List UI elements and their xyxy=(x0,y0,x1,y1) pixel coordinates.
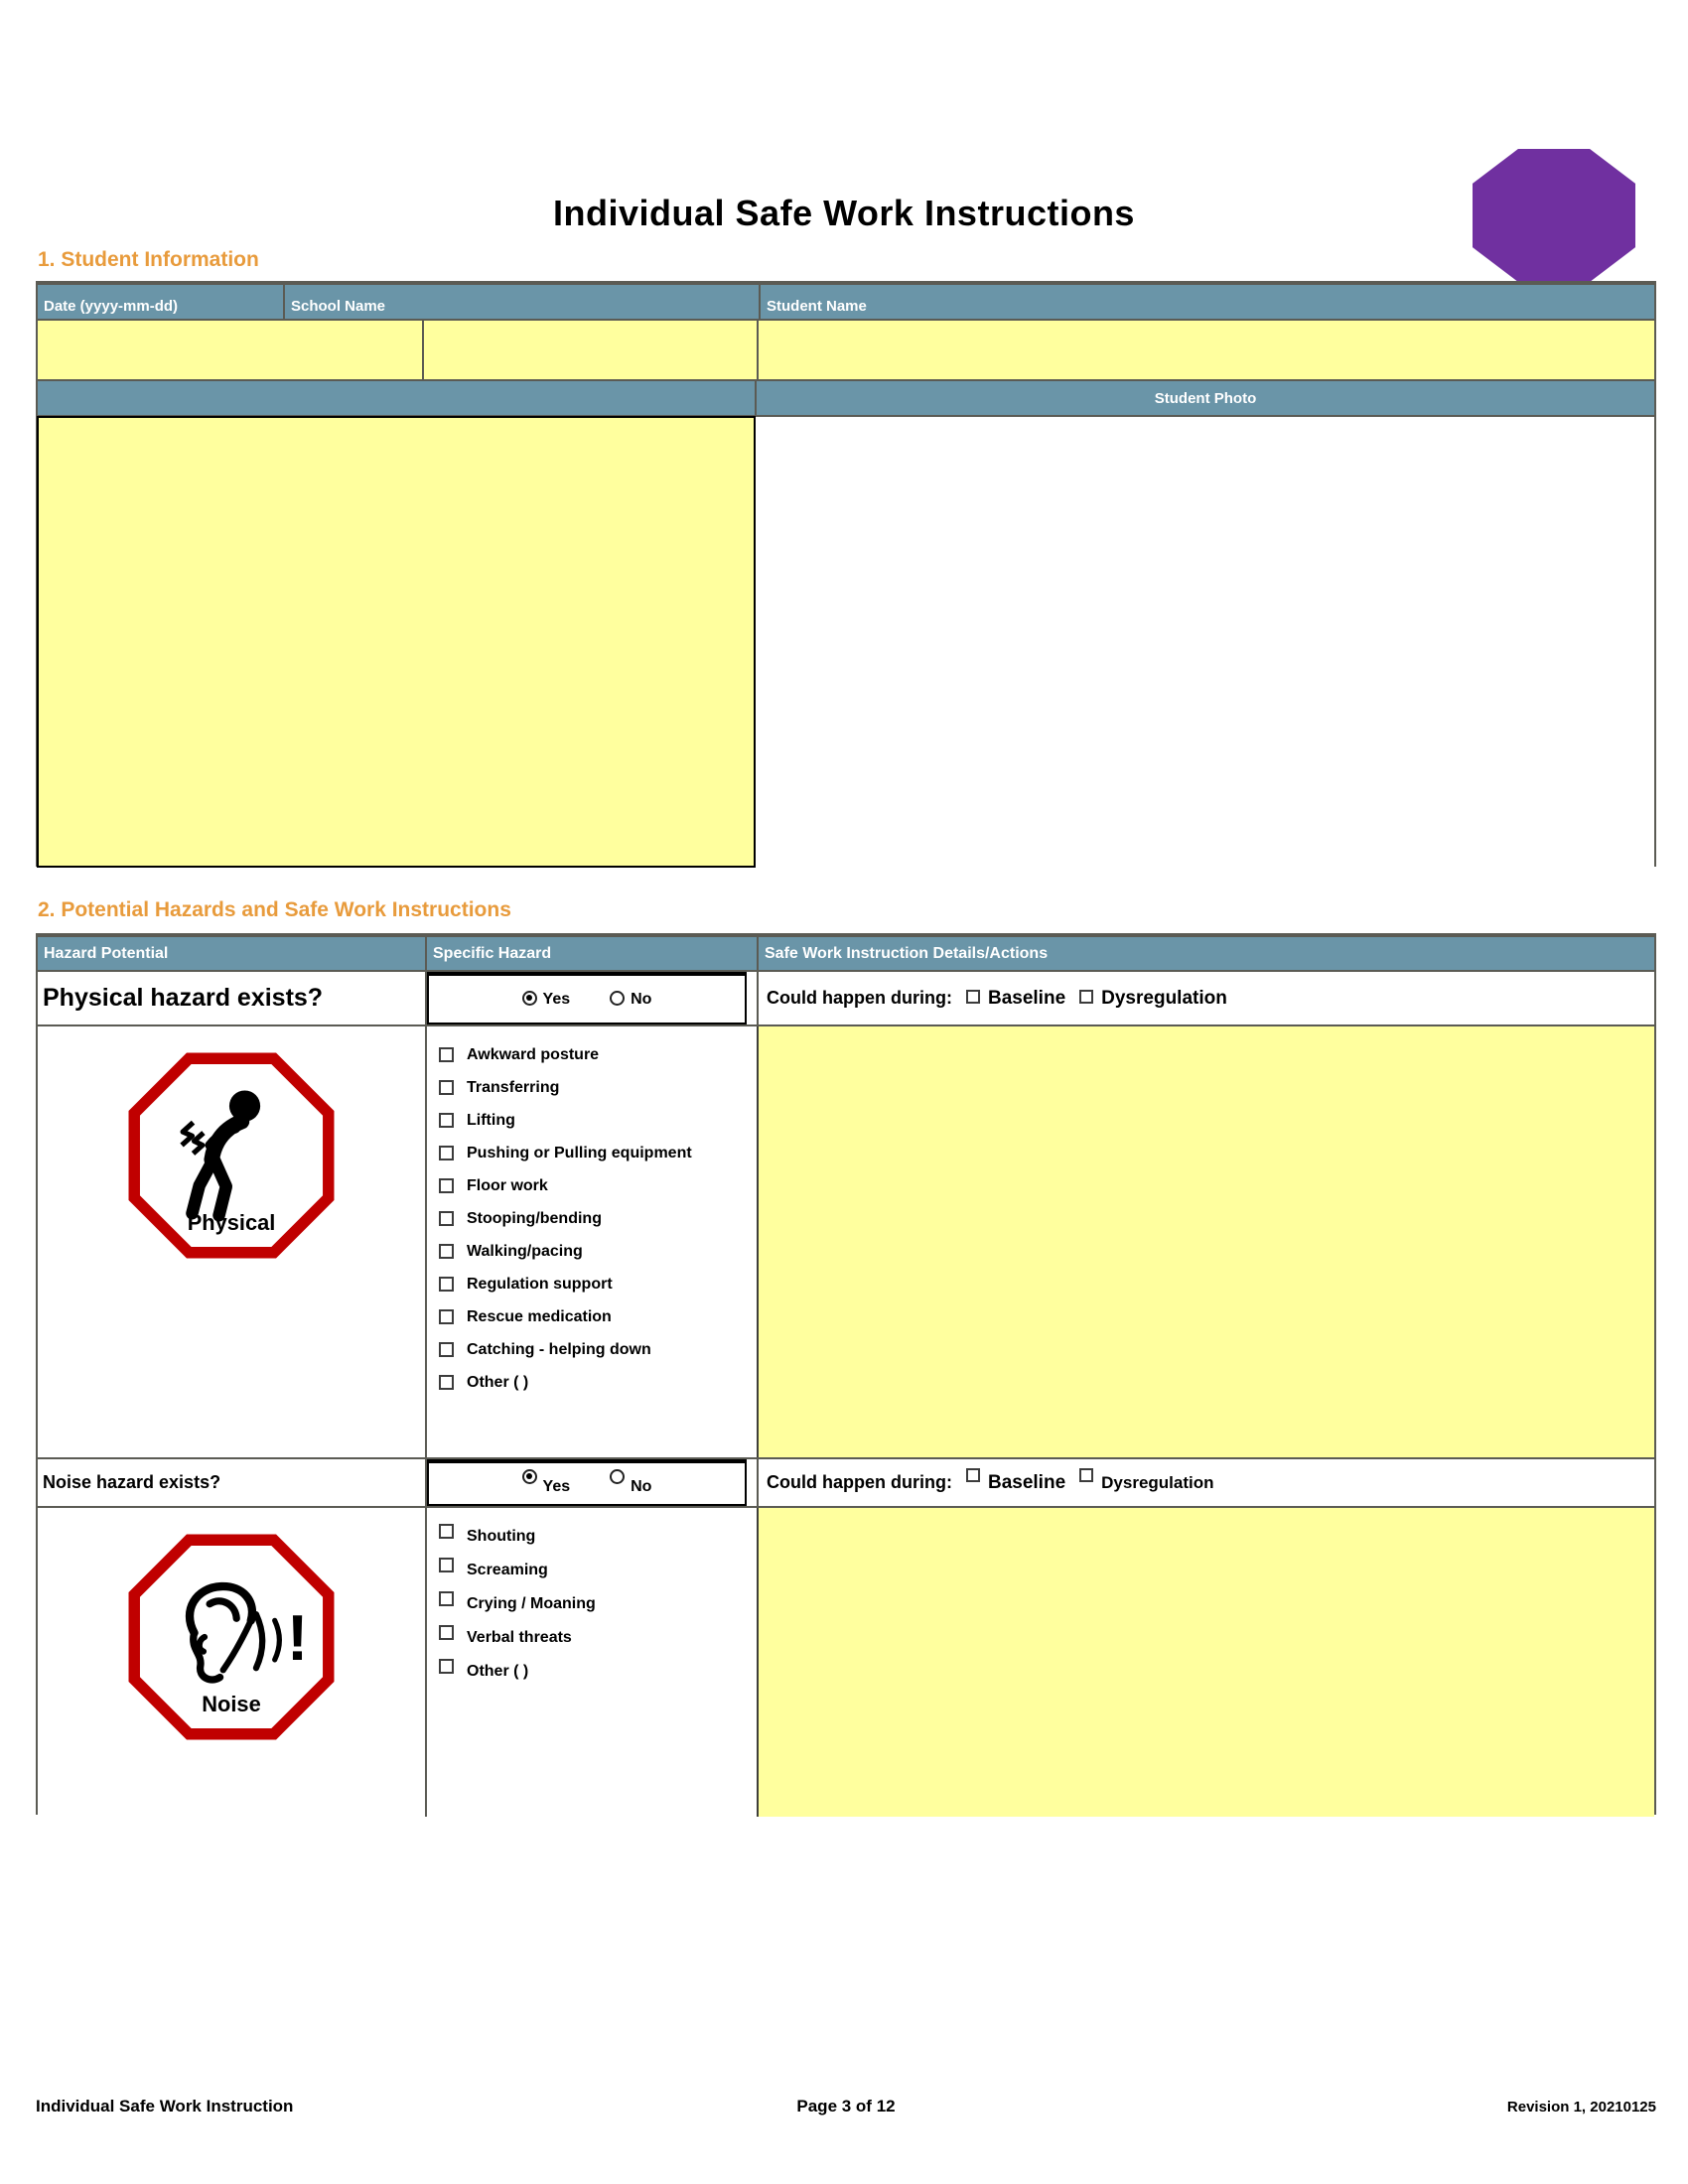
physical-hazard-item[interactable] xyxy=(439,1137,753,1169)
noise-yes-option[interactable] xyxy=(522,1475,571,1493)
hazard-checkbox[interactable] xyxy=(439,1211,454,1226)
physical-yes-no-cell xyxy=(427,972,759,1024)
hazards-table xyxy=(36,933,1656,1815)
noise-hazard-item[interactable] xyxy=(439,1520,753,1554)
hazards-header-row xyxy=(38,937,1654,972)
hazard-checkbox[interactable] xyxy=(439,1375,454,1390)
noise-yes-no-box xyxy=(427,1459,747,1506)
hazard-label: Crying / Moaning xyxy=(467,1595,596,1612)
physical-hazard-item[interactable] xyxy=(439,1268,753,1300)
physical-hazard-item[interactable] xyxy=(439,1300,753,1333)
footer-revision: Revision 1, 20210125 xyxy=(1506,2099,1656,2116)
physical-hazard-list xyxy=(427,1026,759,1457)
noise-no-option[interactable] xyxy=(610,1475,651,1493)
hazard-label: Transferring xyxy=(467,1078,560,1096)
school-name-header: School Name xyxy=(285,285,761,319)
noise-exclamation-glyph: ! xyxy=(286,1601,309,1674)
hazard-label: Catching - helping down xyxy=(467,1340,651,1358)
hazard-label: Shouting xyxy=(467,1528,536,1545)
physical-content-row xyxy=(38,1026,1654,1459)
hazard-label: Floor work xyxy=(467,1176,548,1194)
noise-yes-label: Yes xyxy=(542,1477,571,1495)
student-photo-header-row xyxy=(38,381,1654,417)
physical-hazard-item[interactable] xyxy=(439,1366,753,1399)
hazard-potential-header: Hazard Potential xyxy=(38,937,427,970)
student-info-value-row xyxy=(38,321,1654,381)
physical-baseline-option[interactable] xyxy=(966,988,1065,1010)
hazard-checkbox[interactable] xyxy=(439,1178,454,1193)
footer-document-name: Individual Safe Work Instruction xyxy=(36,2097,294,2116)
hazard-label: Verbal threats xyxy=(467,1629,572,1646)
physical-hazard-item[interactable] xyxy=(439,1104,753,1137)
physical-hazard-item[interactable] xyxy=(439,1333,753,1366)
noise-hazard-item[interactable] xyxy=(439,1554,753,1587)
hazard-label: Rescue medication xyxy=(467,1307,612,1325)
hazard-label: Awkward posture xyxy=(467,1045,600,1063)
noise-yes-radio[interactable] xyxy=(522,1469,537,1484)
noise-during-label: Could happen during: xyxy=(767,1472,952,1492)
physical-hazard-item[interactable] xyxy=(439,1169,753,1202)
physical-baseline-checkbox[interactable] xyxy=(966,990,980,1004)
noise-dysregulation-label: Dysregulation xyxy=(1101,1473,1214,1492)
noise-dysregulation-checkbox[interactable] xyxy=(1079,1468,1093,1482)
physical-no-radio[interactable] xyxy=(610,991,625,1006)
specific-hazard-header: Specific Hazard xyxy=(427,937,759,970)
date-field[interactable] xyxy=(38,321,424,379)
noise-during-cell xyxy=(759,1459,1654,1506)
hazard-checkbox[interactable] xyxy=(439,1113,454,1128)
noise-instructions-field[interactable] xyxy=(759,1508,1654,1817)
hazard-checkbox[interactable] xyxy=(439,1309,454,1324)
hazard-checkbox[interactable] xyxy=(439,1591,454,1606)
physical-during-label: Could happen during: xyxy=(767,988,952,1008)
noise-no-radio[interactable] xyxy=(610,1469,625,1484)
noise-dysregulation-option[interactable] xyxy=(1079,1472,1213,1493)
hazard-checkbox[interactable] xyxy=(439,1244,454,1259)
noise-question: Noise hazard exists? xyxy=(38,1459,427,1506)
hazard-checkbox[interactable] xyxy=(439,1047,454,1062)
physical-hazard-item[interactable] xyxy=(439,1071,753,1104)
section2-heading: 2. Potential Hazards and Safe Work Instructions xyxy=(38,898,511,921)
physical-no-label: No xyxy=(631,990,652,1008)
physical-dysregulation-label: Dysregulation xyxy=(1101,987,1227,1009)
hazard-label: Walking/pacing xyxy=(467,1242,583,1260)
hazard-label: Other ( ) xyxy=(467,1373,529,1391)
physical-dysregulation-option[interactable] xyxy=(1079,988,1227,1010)
physical-yes-no-box xyxy=(427,972,747,1024)
noise-baseline-option[interactable] xyxy=(966,1472,1065,1494)
physical-hazard-icon xyxy=(128,1052,335,1259)
noise-hazard-icon xyxy=(128,1534,335,1740)
noise-exists-row xyxy=(38,1459,1654,1508)
hazard-checkbox[interactable] xyxy=(439,1625,454,1640)
details-actions-header: Safe Work Instruction Details/Actions xyxy=(759,937,1654,970)
physical-yes-label: Yes xyxy=(542,990,571,1008)
physical-yes-option[interactable] xyxy=(522,991,571,1009)
hazard-checkbox[interactable] xyxy=(439,1146,454,1160)
student-info-subheader-blank xyxy=(38,381,757,415)
physical-yes-radio[interactable] xyxy=(522,991,537,1006)
page-footer xyxy=(36,2097,1656,2116)
physical-dysregulation-checkbox[interactable] xyxy=(1079,990,1093,1004)
physical-hazard-item[interactable] xyxy=(439,1235,753,1268)
noise-icon-label: Noise xyxy=(202,1691,261,1716)
date-header: Date (yyyy-mm-dd) xyxy=(38,285,285,319)
hazard-label: Screaming xyxy=(467,1562,548,1578)
noise-yes-no-cell xyxy=(427,1459,759,1506)
hazard-checkbox[interactable] xyxy=(439,1659,454,1674)
noise-content-row xyxy=(38,1508,1654,1817)
page-title: Individual Safe Work Instructions xyxy=(553,193,1135,233)
section1-heading: 1. Student Information xyxy=(38,248,259,271)
physical-hazard-item[interactable] xyxy=(439,1202,753,1235)
footer-page-number: Page 3 of 12 xyxy=(796,2097,896,2116)
physical-question: Physical hazard exists? xyxy=(38,972,427,1024)
hazard-checkbox[interactable] xyxy=(439,1342,454,1357)
hazard-label: Pushing or Pulling equipment xyxy=(467,1144,692,1161)
noise-baseline-checkbox[interactable] xyxy=(966,1468,980,1482)
noise-baseline-label: Baseline xyxy=(987,1471,1066,1493)
physical-during-cell xyxy=(759,972,1654,1024)
physical-baseline-label: Baseline xyxy=(987,987,1066,1009)
purple-octagon-icon xyxy=(1473,149,1635,282)
noise-hazard-item[interactable] xyxy=(439,1655,753,1689)
physical-icon-label: Physical xyxy=(187,1209,276,1235)
hazard-label: Regulation support xyxy=(467,1275,613,1293)
hazard-label: Stooping/bending xyxy=(467,1209,602,1227)
student-information-table xyxy=(36,281,1656,867)
student-photo-area[interactable] xyxy=(756,417,1654,867)
physical-instructions-field[interactable] xyxy=(759,1026,1654,1457)
hazard-checkbox[interactable] xyxy=(439,1524,454,1539)
hazard-checkbox[interactable] xyxy=(439,1080,454,1095)
noise-no-label: No xyxy=(631,1477,652,1495)
physical-exists-row xyxy=(38,972,1654,1026)
noise-hazard-icon-cell xyxy=(38,1508,427,1817)
student-details-field[interactable] xyxy=(37,416,756,868)
student-details-row xyxy=(38,417,1654,867)
hazard-checkbox[interactable] xyxy=(439,1277,454,1292)
noise-hazard-list xyxy=(427,1508,759,1817)
physical-hazard-icon-cell xyxy=(38,1026,427,1457)
noise-hazard-item[interactable] xyxy=(439,1587,753,1621)
student-name-header: Student Name xyxy=(761,285,1654,319)
hazard-label: Lifting xyxy=(467,1111,515,1129)
hazard-checkbox[interactable] xyxy=(439,1558,454,1572)
noise-hazard-item[interactable] xyxy=(439,1621,753,1655)
physical-no-option[interactable] xyxy=(610,991,651,1009)
student-name-field[interactable] xyxy=(759,321,1654,379)
physical-hazard-item[interactable] xyxy=(439,1038,753,1071)
hazard-label: Other ( ) xyxy=(467,1663,529,1680)
school-name-field[interactable] xyxy=(424,321,759,379)
student-info-header-row xyxy=(38,285,1654,321)
student-photo-header: Student Photo xyxy=(757,381,1654,415)
